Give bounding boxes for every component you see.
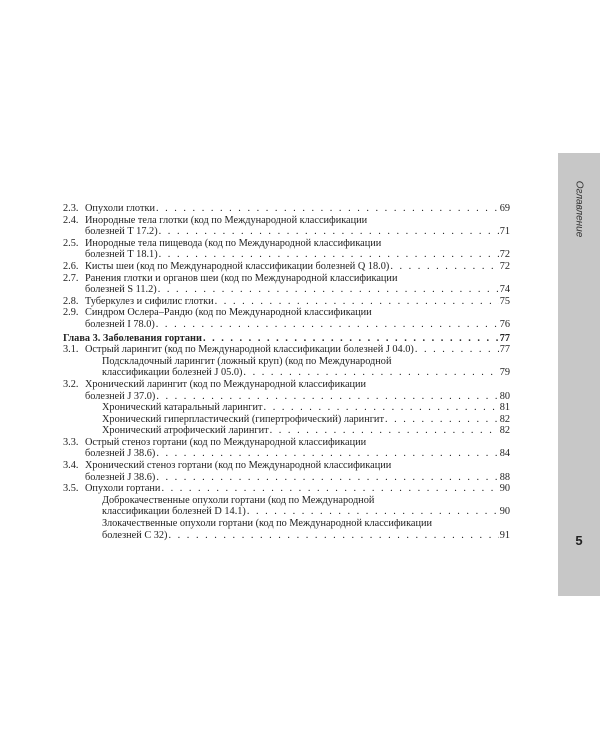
toc-line <box>102 530 510 542</box>
toc-entry <box>63 261 510 273</box>
toc-page-number: 81 <box>499 402 510 414</box>
toc-entry <box>63 215 510 238</box>
toc-page-number: 69 <box>499 203 510 214</box>
toc-page-number: 80 <box>499 390 510 402</box>
dot-leader <box>264 402 499 414</box>
dot-leader <box>247 506 499 518</box>
toc-title: Инородные тела пищевода (код по Международной классификации <box>85 237 382 249</box>
toc-page-number: 91 <box>499 529 510 541</box>
toc-title: Подскладочный ларингит (ложный круп) (код по Международной <box>102 355 392 367</box>
toc-title: Ранения глотки и органов шеи (код по Международной классификации <box>85 272 398 284</box>
toc-line <box>63 483 510 495</box>
toc-chapter <box>63 333 510 345</box>
toc-entry <box>63 203 510 215</box>
toc-entry <box>63 273 510 296</box>
toc-line <box>63 226 510 238</box>
toc-title: Опухоли глотки <box>85 203 155 214</box>
toc-title: Хронический ларингит (код по Международной классификации <box>85 378 367 390</box>
toc-number: 2.4. <box>63 214 79 226</box>
dot-leader <box>270 425 499 437</box>
table-of-contents <box>63 203 510 541</box>
dot-leader <box>156 391 498 403</box>
toc-subentry <box>63 402 510 414</box>
toc-entry <box>63 344 510 356</box>
toc-line <box>63 261 510 273</box>
dot-leader <box>169 530 499 542</box>
toc-number: 2.9. <box>63 307 79 319</box>
toc-title: классификации болезней J 05.0) <box>102 367 243 379</box>
toc-page-number: 79 <box>499 367 510 379</box>
toc-title: болезней Т 18.1) <box>85 249 158 261</box>
toc-title: Глава 3. Заболевания гортани <box>63 332 202 344</box>
toc-page-number: 82 <box>499 413 510 425</box>
toc-entry <box>63 307 510 330</box>
toc-line <box>102 414 510 426</box>
toc-line <box>63 391 510 403</box>
dot-leader <box>156 448 498 460</box>
toc-line <box>63 249 510 261</box>
toc-entry <box>63 437 510 460</box>
toc-page-number: 71 <box>499 226 510 238</box>
dot-leader <box>156 203 499 215</box>
toc-title: Кисты шеи (код по Международной классификации болезней Q 18.0) <box>85 260 390 272</box>
section-title: Оглавление <box>573 180 585 238</box>
toc-line <box>102 356 510 368</box>
toc-subentry <box>63 495 510 518</box>
toc-number: 3.4. <box>63 460 79 472</box>
toc-line <box>63 203 510 215</box>
dot-leader <box>390 261 498 273</box>
toc-entry <box>63 379 510 402</box>
dot-leader <box>158 284 499 296</box>
toc-line <box>63 273 510 285</box>
dot-leader <box>243 367 498 379</box>
toc-number: 3.2. <box>63 378 79 390</box>
toc-entry <box>63 238 510 261</box>
toc-line <box>63 215 510 227</box>
toc-line <box>102 518 510 530</box>
dot-leader <box>203 333 499 345</box>
toc-subentry <box>63 425 510 437</box>
toc-title: Синдром Ослера–Рандю (код по Международной классификации <box>85 307 372 319</box>
toc-page-number: 72 <box>499 249 510 261</box>
toc-title: болезней J 38.6) <box>85 471 156 483</box>
toc-number: 2.3. <box>63 203 79 214</box>
toc-line <box>63 460 510 472</box>
toc-line <box>63 307 510 319</box>
toc-title: болезней C 32) <box>102 529 168 541</box>
toc-title: Острый стеноз гортани (код по Международной классификации <box>85 436 367 448</box>
toc-line <box>102 402 510 414</box>
toc-number: 3.5. <box>63 483 79 495</box>
toc-line <box>102 495 510 507</box>
toc-entry <box>63 460 510 483</box>
toc-line <box>102 425 510 437</box>
toc-page-number: 77 <box>499 344 510 356</box>
toc-title: Инородные тела глотки (код по Международной классификации <box>85 214 368 226</box>
section-label <box>558 153 600 253</box>
toc-title: болезней J 37.0) <box>85 390 156 402</box>
toc-title: Хронический атрофический ларингит <box>102 425 269 437</box>
toc-line <box>63 333 510 345</box>
toc-page-number: 76 <box>499 318 510 330</box>
toc-page-number: 88 <box>499 471 510 483</box>
toc-title: Туберкулез и сифилис глотки <box>85 295 214 307</box>
toc-page-number: 90 <box>499 506 510 518</box>
toc-title: классификации болезней D 14.1) <box>102 506 246 518</box>
dot-leader <box>156 472 498 484</box>
toc-line <box>63 284 510 296</box>
toc-page-number: 75 <box>499 295 510 307</box>
dot-leader <box>161 483 498 495</box>
toc-title: Хронический гиперпластический (гипертрофический) ларингит <box>102 413 384 425</box>
page-number: 5 <box>575 533 583 548</box>
toc-page-number: 74 <box>499 284 510 296</box>
dot-leader <box>215 296 499 308</box>
toc-line <box>63 448 510 460</box>
toc-page-number: 84 <box>499 448 510 460</box>
toc-entry <box>63 296 510 308</box>
toc-page-number: 77 <box>499 332 510 344</box>
toc-title: Опухоли гортани <box>85 483 161 495</box>
toc-line <box>63 437 510 449</box>
toc-title: болезней J 38.6) <box>85 448 156 460</box>
toc-number: 3.1. <box>63 344 79 356</box>
toc-title: Острый ларингит (код по Международной классификации болезней J 04.0) <box>85 344 414 356</box>
toc-line <box>63 319 510 331</box>
section-side-tab <box>558 153 600 596</box>
dot-leader <box>415 344 499 356</box>
toc-title: Хронический катаральный ларингит <box>102 402 263 414</box>
toc-line <box>63 379 510 391</box>
toc-number: 3.3. <box>63 436 79 448</box>
toc-line <box>63 472 510 484</box>
toc-subentry <box>63 414 510 426</box>
toc-line <box>102 367 510 379</box>
toc-title: болезней I 78.0) <box>85 318 155 330</box>
toc-number: 2.7. <box>63 272 79 284</box>
toc-page-number: 72 <box>499 260 510 272</box>
toc-title: болезней Т 17.2) <box>85 226 158 238</box>
toc-number: 2.5. <box>63 237 79 249</box>
toc-page-number: 90 <box>499 483 510 495</box>
toc-entry <box>63 483 510 495</box>
toc-subentry <box>63 356 510 379</box>
toc-line <box>63 238 510 250</box>
toc-title: Злокачественные опухоли гортани (код по Международной классификации <box>102 518 433 530</box>
toc-title: Доброкачественные опухоли гортани (код по Международной <box>102 494 375 506</box>
dot-leader <box>159 249 499 261</box>
dot-leader <box>156 319 499 331</box>
toc-subentry <box>63 518 510 541</box>
toc-line <box>63 296 510 308</box>
toc-title: болезней S 11.2) <box>85 284 157 296</box>
toc-line <box>63 344 510 356</box>
toc-page-number: 82 <box>499 425 510 437</box>
toc-line <box>102 506 510 518</box>
toc-number: 2.6. <box>63 260 79 272</box>
toc-number: 2.8. <box>63 295 79 307</box>
dot-leader <box>159 226 499 238</box>
dot-leader <box>385 414 499 426</box>
toc-title: Хронический стеноз гортани (код по Международной классификации <box>85 460 392 472</box>
